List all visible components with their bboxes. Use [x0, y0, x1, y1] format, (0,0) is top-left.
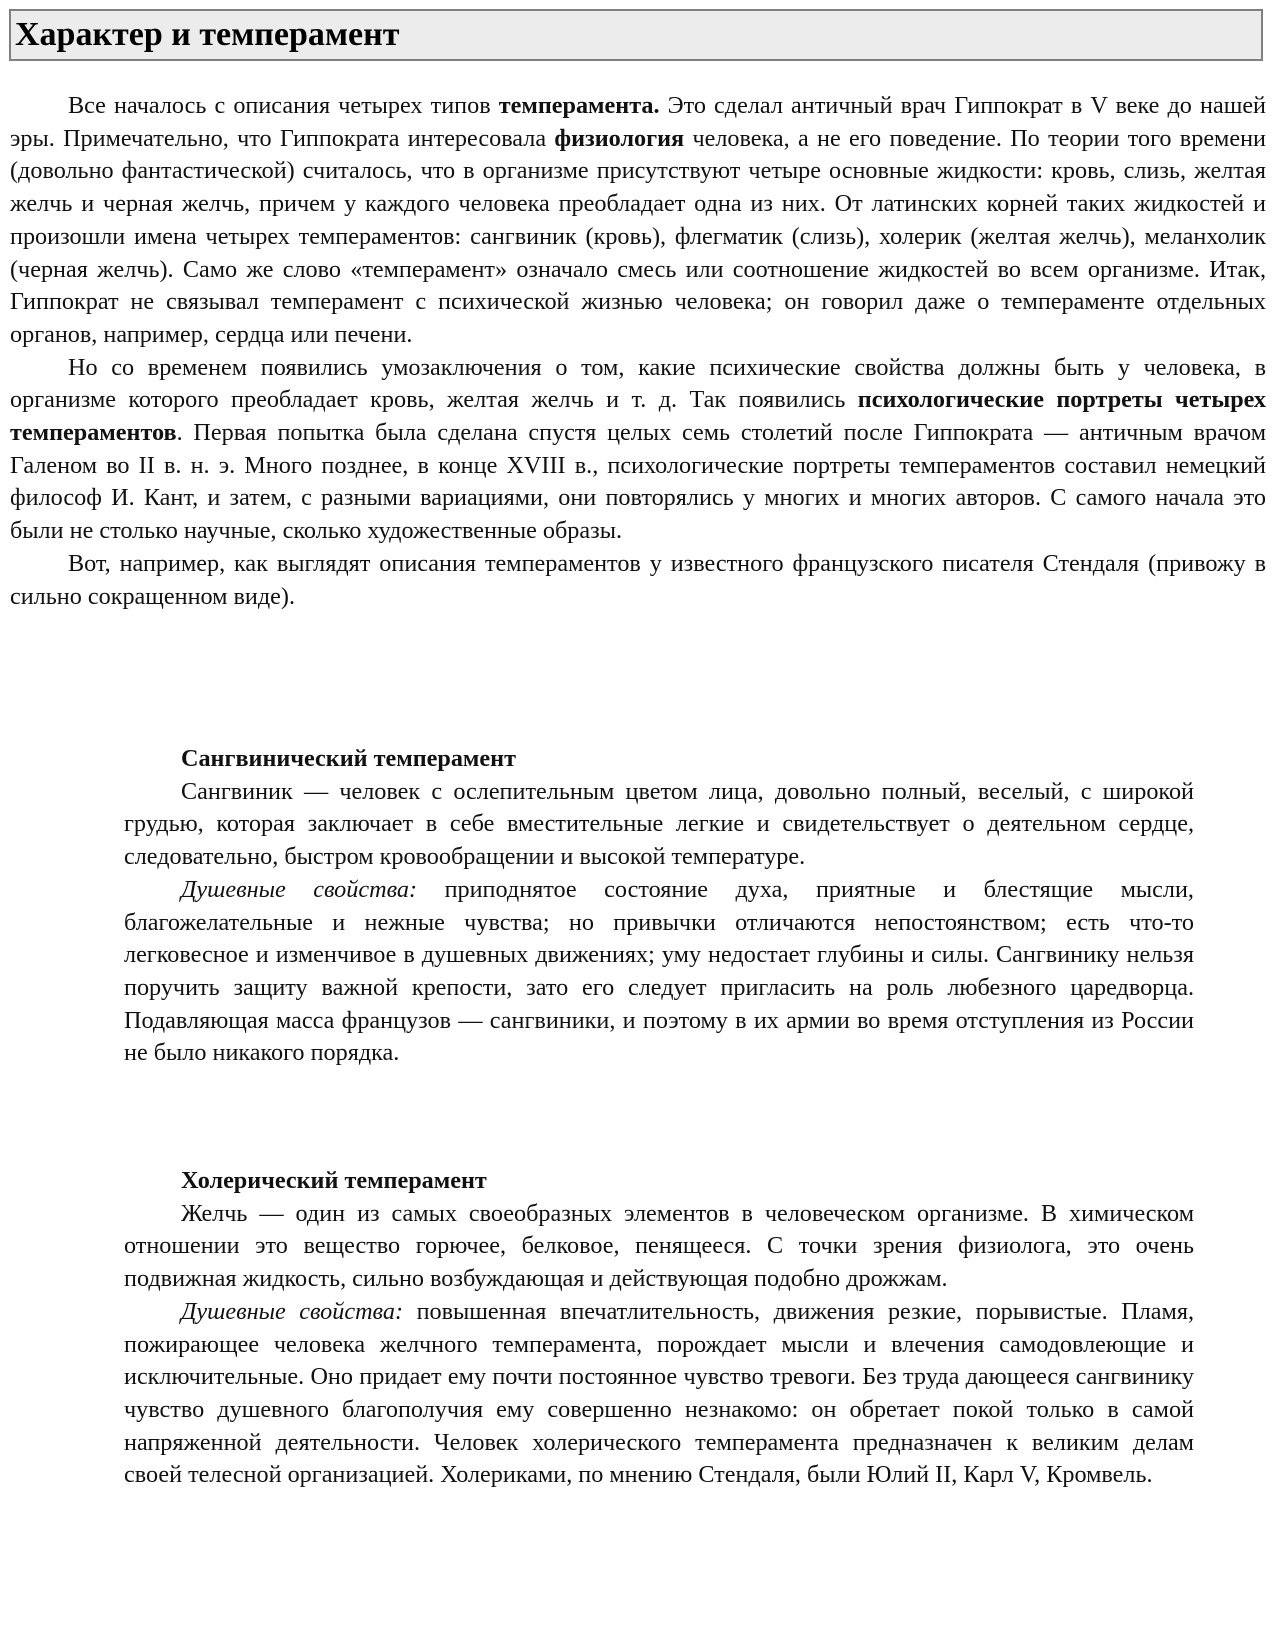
quote-choleric	[124, 1165, 1194, 1492]
text-run: . Первая попытка была сделана спустя целых семь столетий после Гиппократа — античным врачом Галеном во II в. н. э. Много позднее, в конце XVIII в., психологические портреты темпераментов составил немецкий философ И. Кант, и затем, с разными вариациями, они повторялись у многих и многих авторов. С самого начала это были не столько научные, сколько художественные образы.	[10, 419, 1266, 545]
traits-label: Душевные свойства:	[181, 1297, 404, 1325]
text-run: человека, а не его поведение. По теории того времени (довольно фантастической) считалось, что в организме присутствуют четыре основные жидкости: кровь, слизь, желтая желчь и черная желчь, причем у каждого человека преобладает одна из них. От латинских корней таких жидкостей и произошли имена четырех темпераментов: сангвиник (кровь), флегматик (слизь), холерик (желтая желчь), меланхолик (черная желчь). Само же слово «темперамент» означало смесь или соотношение жидкостей во всем организме. Итак, Гиппократ не связывал темперамент с психической жизнью человека; он говорил даже о темпераменте отдельных органов, например, сердца или печени.	[10, 124, 1266, 348]
quote-traits	[124, 1296, 1194, 1492]
intro-section	[10, 90, 1266, 613]
intro-paragraph-3	[10, 548, 1266, 613]
text-run: Это сделал античный врач Гиппократ в V веке до нашей эры. Примечательно, что Гиппократа интересовала	[10, 92, 1266, 152]
term-physiology: физиология	[554, 124, 685, 152]
traits-text: повышенная впечатлительность, движения резкие, порывистые. Пламя, пожирающее человека желчного темперамента, порождает мысли и влечения самодовлеющие и исключительные. Оно придает ему почти постоянное чувство тревоги. Без труда дающееся сангвинику чувство душевного благополучия ему совершенно незнакомо: он обретает покой только в самой напряженной деятельности. Человек холерического темперамента предназначен к великим делам своей телесной организацией. Холериками, по мнению Стендаля, были Юлий II, Карл V, Кромвель.	[124, 1297, 1194, 1489]
quote-sanguine	[124, 743, 1194, 1070]
text-run: Но со временем появились умозаключения о том, какие психические свойства должны быть у человека, в организме которого преобладает кровь, желтая желчь и т. д. Так появились	[10, 353, 1266, 414]
intro-paragraph-2	[10, 352, 1266, 548]
quote-title: Сангвинический темперамент	[181, 745, 516, 772]
title-banner	[9, 9, 1263, 61]
traits-label: Душевные свойства:	[181, 875, 418, 903]
quote-traits	[124, 874, 1194, 1070]
quote-body: Сангвиник — человек с ослепительным цветом лица, довольно полный, веселый, с широкой грудью, которая заключает в себе вместительные легкие и свидетельствует о деятельном сердце, следовательно, быстром кровообращении и высокой температуре.	[124, 777, 1194, 871]
traits-text: приподнятое состояние духа, приятные и блестящие мысли, благожелательные и нежные чувства; но привычки отличаются непостоянством; есть что-то легковесное и изменчивое в душевных движениях; уму недостает глубины и силы. Сангвинику нельзя поручить защиту важной крепости, зато его следует пригласить на роль любезного царедворца. Подавляющая масса французов — сангвиники, и поэтому в их армии во время отступления из России не было никакого порядка.	[124, 875, 1194, 1067]
page-title: Характер и темперамент	[15, 16, 400, 53]
quote-title: Холерический темперамент	[181, 1167, 487, 1194]
text-run: Все началось с описания четырех типов	[68, 92, 499, 119]
text-run: Вот, например, как выглядят описания темпераментов у известного французского писателя Стендаля (привожу в сильно сокращенном виде).	[10, 549, 1266, 610]
term-temperament: темперамента.	[498, 92, 660, 119]
quote-body: Желчь — один из самых своеобразных элементов в человеческом организме. В химическом отношении это вещество горючее, белковое, пенящееся. С точки зрения физиолога, это очень подвижная жидкость, сильно возбуждающая и действующая подобно дрожжам.	[124, 1199, 1194, 1293]
term-psych-portraits: психологические портреты четырех темпераментов	[10, 386, 1266, 447]
intro-paragraph-1	[10, 90, 1266, 352]
